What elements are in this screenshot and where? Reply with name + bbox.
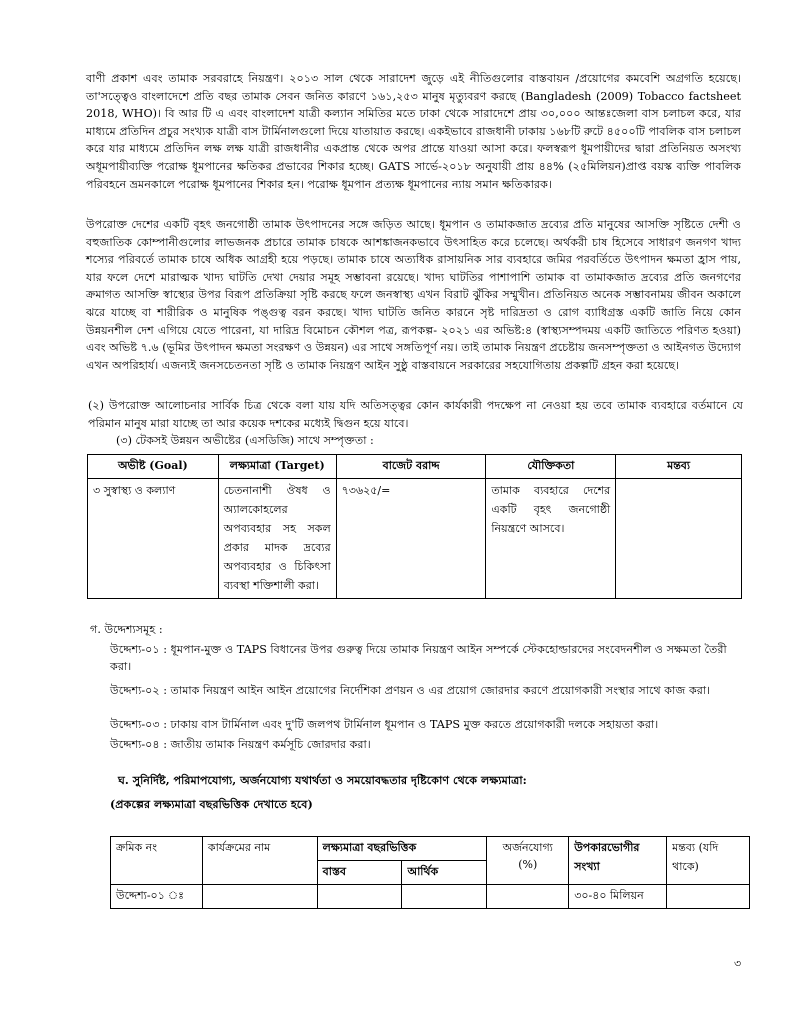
target-table <box>110 836 750 909</box>
point-2: (২) উপরোক্ত আলোচনার সার্বিক চিত্র থেকে বলা যায় যদি অতিসত্ত্বর কোন কার্যকারী পদক্ষেপ না নেওয়া হয় তবে তামাক ব্যবহারে বর্তমানে যে পরিমান মানুষ মারা যাচ্ছে তা আর কয়েক দশকের মধ্যেই দ্বিগুন হয়ে যাবে। <box>88 399 743 430</box>
objective-2: উদ্দেশ্য-০২ : তামাক নিয়ন্ত্রণ আইন আইন প্রয়োগের নির্দেশিকা প্রণয়ন ও এর প্রয়োগ জোরদার করণে প্রয়োগকারী সংস্থার সাথে কাজ করা। <box>110 684 711 697</box>
remarks-header: মন্তব্য <box>616 455 742 479</box>
second-paragraph: উপরোক্ত দেশের একটি বৃহৎ জনগোষ্ঠী তামাক উৎপাদনের সঙ্গে জড়িত আছে। ধূমপান ও তামাকজাত দ্রব্যের প্রতি মানুষের আসক্তি সৃষ্টিতে দেশী ও বহুজাতিক কোম্পানীগুলোর লাভজনক প্রচারে তামাক চাষকে আশঙ্কাজনকভাবে উৎসাহিত করে চলেছে। অর্থকরী চাষ হিসেবে সাধারণ জনগণ খাদ্য শস্যের পরিবর্তে তামাক চাষে অধিক আগ্রহী হয়ে পড়ছে। তামাক চাষে অত্যধিক রাসায়নিক সার ব্যবহারে জমির পরবর্তিতে উৎপাদন ক্ষমতা হ্রাস পায়, যার ফলে দেশে মারাত্মক খাদ্য ঘাটতি দেখা দেয়ার সমূহ সম্ভাবনা রয়েছে। খাদ্য ঘাটতির পাশাপাশি তামাক বা তামাকজাত দ্রব্যের প্রতি জনগণের ক্রমাগত আসক্তি স্বাস্থ্যের উপর বিরূপ প্রতিক্রিয়া সৃষ্টি করছে ফলে জনস্বাস্থ্য এখন বিরাট ঝুঁকির সম্মুখীন। প্রতিনিয়ত অনেক সম্ভাবনাময় জীবন অকালে ঝরে যাচ্ছে বা শারীরিক ও মানুষিক পঙ্গুত্ব বরন করছে। খাদ্য ঘাটতি জনিত কারনে সৃষ্ট দারিদ্রতা ও রোগ ব্যাধিগ্রস্ত একটি জাতি নিয়ে কোন উন্নয়নশীল দেশ এগিয়ে যেতে পারেনা, যা দারিদ্র বিমোচন কৌশল পত্র, রূপকল্প- ২০২১ এর অভিষ্ট:৪ (স্বাস্থ্যসম্পদময় একটি জাতিতে পরিণত হওয়া) এবং অভিষ্ট ৭.৬ (ভূমির উৎপাদন ক্ষমতা সংরক্ষণ ও উন্নয়ন) এর সাথে সঙ্গতিপূর্ণ নয়। তাই তামাক নিয়ন্ত্রণ প্রচেষ্টায় জনসম্পৃক্ততা ও আইনগত উদ্যোগ এখন অপরিহার্য। এজন্যই জনসচেতনতা সৃষ্টি ও তামাক নিয়ন্ত্রণ আইন সুষ্ঠু বাস্তবায়নে সরকারের সহযোগিতায় প্রকল্পটি গ্রহন করা হয়েছে। <box>86 218 741 372</box>
sdg-table <box>87 454 742 599</box>
physical-header: বাস্তব <box>317 861 402 885</box>
serial-header: ক্রমিক নং <box>111 837 203 885</box>
objective-4: উদ্দেশ্য-০৪ : জাতীয় তামাক নিয়ন্ত্রণ কর্মসূচি জোরদার করা। <box>110 738 371 751</box>
budget-header: বাজেট বরাদ্দ <box>336 455 486 479</box>
remarks-header-2: মন্তব্য (যদি থাকে) <box>667 837 750 885</box>
objective-1: উদ্দেশ্য-০১ : ধূমপান-মুক্ত ও TAPS বিধানের উপর গুরুত্ব দিয়ে তামাক নিয়ন্ত্রণ আইন সম্পর্কে স্টেকহোল্ডারদের সংবেদনশীল ও সক্ষমতা তৈরী করা। <box>110 643 727 673</box>
sdg-table-header-row <box>88 455 742 479</box>
goal-cell: ৩ সুস্বাস্থ্য ও কল্যাণ <box>88 479 219 599</box>
target-table-header-row-1 <box>111 837 750 861</box>
beneficiary-header: উপকারভোগীর সংখ্যা <box>569 837 667 885</box>
budget-cell: ৭৩৬২৫/= <box>336 479 486 599</box>
objective-3: উদ্দেশ্য-০৩ : ঢাকায় বাস টার্মিনাল এবং দু'টি জলপথ টার্মিনাল ধূমপান ও TAPS মুক্ত করতে প্রয়োগকারী দলকে সহায়তা করা। <box>110 718 659 731</box>
section-gha-subtitle: (প্রকল্পের লক্ষ্যমাত্রা বছরভিত্তিক দেখাতে হবে) <box>110 797 313 811</box>
rationale-header: যৌক্তিকতা <box>486 455 616 479</box>
objectives-heading: গ. উদ্দেশ্যসমূহ : <box>90 623 163 636</box>
row1-physical <box>317 885 402 909</box>
row1-achievable <box>487 885 569 909</box>
achievable-header: অর্জনযোগ্য (%) <box>487 837 569 885</box>
intro-paragraph: বাণী প্রকাশ এবং তামাক সরবরাহে নিয়ন্ত্রণ। ২০১৩ সাল থেকে সারাদেশ জুড়ে এই নীতিগুলোর বাস্তবায়ন /প্রয়োগের কমবেশি অগ্রগতি হয়েছে। তা'সত্ত্বেও বাংলাদেশে প্রতি বছর তামাক সেবন জনিত কারণে ১৬১,২৫৩ মানুষ মৃত্যুবরণ করছে (Bangladesh (2009) Tobacco factsheet 2018, WHO)। বি আর টি এ এবং বাংলাদেশ যাত্রী কল্যান সমিতির মতে ঢাকা থেকে সারাদেশে প্রায় ৩০,০০০ আন্তঃজেলা বাস চলাচল করে, যার মাধ্যমে প্রতিদিন প্রচুর সংখ্যক যাত্রী বাস টার্মিনালগুলো দিয়ে যাতায়াত করছে। একইভাবে রাজধানী ঢাকায় ১৬৮টি রুটে ৪৫০০টি পাবলিক বাস চলাচল করে যার মাধ্যমে প্রতিদিন লক্ষ লক্ষ যাত্রী রাজধানীর একপ্রান্ত থেকে অপর প্রান্তে যাওয়া আসা করে। ফলস্বরূপ ধূমপায়ীদের দ্বারা প্রতিনিয়ত অসংখ্য অধূমপায়ীব্যক্তি পরোক্ষ ধূমপানের ক্ষতিকর প্রভাবের শিকার হচ্ছে। GATS সার্ভে-২০১৮ অনুযায়ী প্রায় ৪৪% (২৫মিলিয়ন)প্রাপ্ত বয়স্ক ব্যক্তি পাবলিক পরিবহনে ভ্রমনকালে পরোক্ষ ধূমপানের শিকার হন। পরোক্ষ ধূমপান প্রত্যক্ষ ধূমপানের ন্যায় সমান ক্ষতিকারক। <box>86 72 741 191</box>
remarks-cell <box>616 479 742 599</box>
row1-serial: উদ্দেশ্য-০১ ঃ <box>111 885 203 909</box>
activity-header: কার্যক্রমের নাম <box>202 837 317 885</box>
section-gha-title: ঘ. সুনির্দিষ্ট, পরিমাপযোগ্য, অর্জনযোগ্য যথার্থতা ও সময়োবদ্ধতার দৃষ্টিকোণ থেকে লক্ষ্যমাত্রা: <box>118 773 527 787</box>
point-3: (৩) টেকসই উন্নয়ন অভীষ্টের (এসডিজি) সাথে সম্পৃক্ততা : <box>116 434 374 447</box>
yearly-target-header: লক্ষ্যমাত্রা বছরভিত্তিক <box>317 837 487 861</box>
rationale-cell: তামাক ব্যবহারে দেশের একটি বৃহৎ জনগোষ্ঠী নিয়ন্ত্রণে আসবে। <box>486 479 616 599</box>
page-number: ৩ <box>734 957 742 970</box>
target-cell: চেতনানাশী ঔষধ ও অ্যালকোহলের অপব্যবহার সহ সকল প্রকার মাদক দ্রব্যের অপব্যবহার ও চিকিৎসা ব্যবস্থা শক্তিশালী করা। <box>218 479 336 599</box>
row1-beneficiary: ৩০-৪০ মিলিয়ন <box>569 885 667 909</box>
financial-header: আর্থিক <box>402 861 487 885</box>
row1-financial <box>402 885 487 909</box>
target-table-row <box>111 885 750 909</box>
row1-remarks <box>667 885 750 909</box>
goal-header: অভীষ্ট (Goal) <box>88 455 219 479</box>
target-header: লক্ষ্যমাত্রা (Target) <box>218 455 336 479</box>
sdg-table-row <box>88 479 742 599</box>
row1-activity <box>202 885 317 909</box>
